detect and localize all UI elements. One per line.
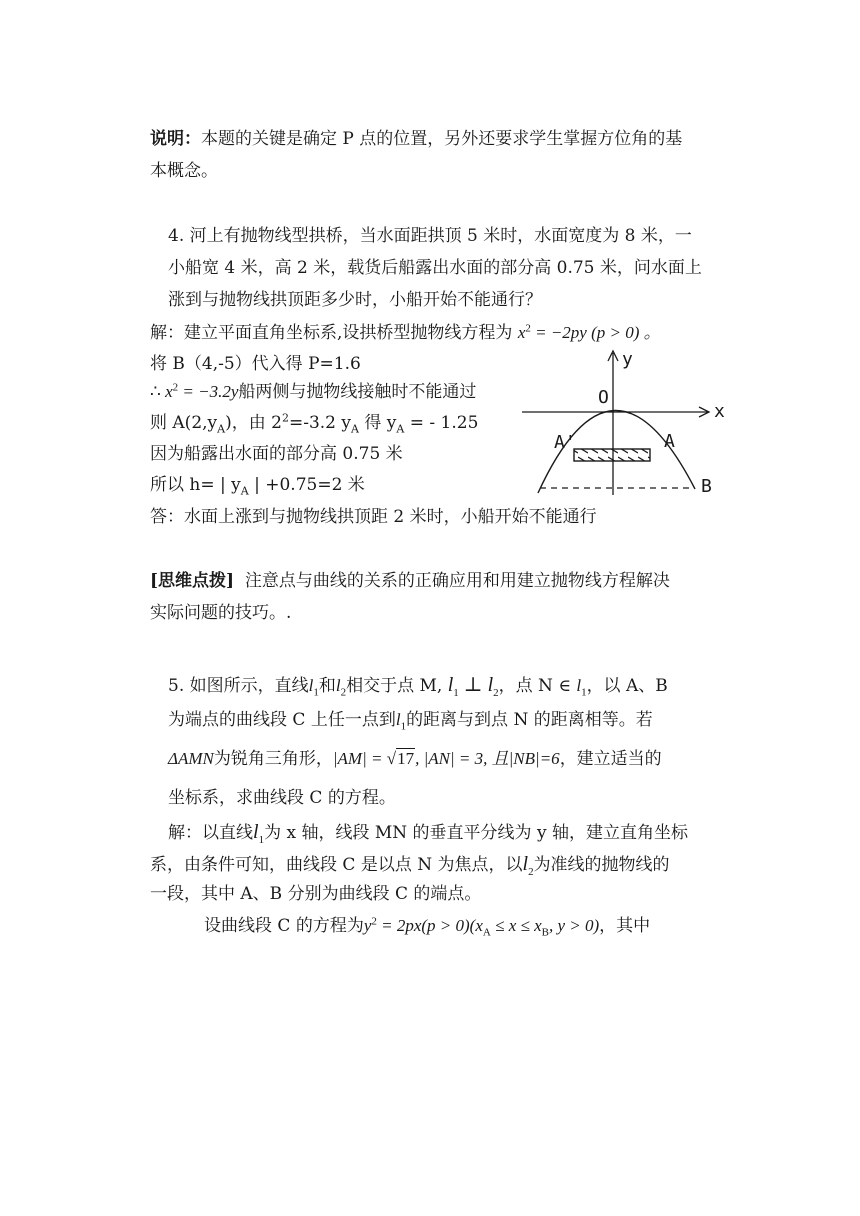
p4-solution-line-6: 所以 h= | $y_A$ | +0.75=2 米 — [150, 475, 365, 498]
p5-solution-line-2: 系，由条件可知，曲线段 C 是以点 N 为焦点，以$l_2$为准线的抛物线的 — [150, 853, 670, 878]
p4-q3: 涨到与抛物线拱顶距多少时，小船开始不能通行？ — [168, 290, 542, 310]
p4-s3: 船两侧与抛物线接触时不能通过 — [238, 382, 477, 402]
note-text: 本题的关键是确定 P 点的位置，另外还要求学生掌握方位角的基 — [201, 129, 683, 149]
p5-question-line-2: 为端点的曲线段 C 上任一点到$l_1$的距离与到点 N 的距离相等。若 — [168, 710, 653, 733]
p4-question-line-1 — [168, 225, 692, 247]
p5-q4: 坐标系，求曲线段 C 的方程。 — [168, 788, 396, 808]
p4-s2: 将 B（4,-5）代入得 P=1.6 — [150, 354, 361, 374]
p4-q1: 4. 河上有抛物线型拱桥，当水面距拱顶 5 米时，水面宽度为 8 米，一 — [168, 226, 692, 246]
tip-label: [思维点拨] — [150, 571, 235, 591]
p4-solution-line-2 — [150, 353, 361, 375]
p5-question-line-1: 5. 如图所示，直线$l_1$和$l_2$相交于点 M, $l_1$ ⊥ $l_2$，点 N ∈ $l_1$，以 A、B — [168, 674, 668, 699]
arch-bridge-figure — [518, 345, 728, 505]
p4-s5: 因为船露出水面的部分高 0.75 米 — [150, 444, 403, 464]
p5-solution-line-3 — [150, 883, 481, 905]
p4-s1-text: 解：建立平面直角坐标系,设拱桥型抛物线方程为 — [150, 323, 513, 343]
note-label: 说明： — [150, 129, 201, 149]
x-axis-label: x — [714, 401, 725, 422]
p4-solution-line-5 — [150, 443, 403, 465]
tip-text: 注意点与曲线的关系的正确应用和用建立抛物线方程解决 — [244, 571, 670, 591]
point-a-label: A — [664, 431, 675, 452]
p5-solution-line-1: 解：以直线$l_1$为 x 轴，线段 MN 的垂直平分线为 y 轴，建立直角坐标 — [168, 821, 688, 846]
note-line-1 — [150, 128, 682, 150]
p5-question-line-3: ΔAMN为锐角三角形，|AM| = √17, |AN| = 3, 且|NB|=6，建立适当的 — [168, 749, 662, 769]
y-axis-label: y — [622, 349, 633, 370]
p5-question-line-4 — [168, 787, 396, 809]
p4-question-line-3 — [168, 289, 542, 311]
point-a-prime-label: A' — [554, 432, 576, 453]
p5-s3: 一段，其中 A、B 分别为曲线段 C 的端点。 — [150, 884, 482, 904]
p4-answer-line — [150, 506, 597, 528]
point-b-label: B — [701, 476, 712, 497]
p4-question-line-2 — [168, 257, 702, 279]
tip-line-1 — [150, 570, 670, 592]
note-text-cont: 本概念。 — [150, 161, 218, 181]
boat-rectangle — [574, 449, 650, 461]
tip-line-2 — [150, 602, 291, 624]
p4-solution-line-4: 则 $A(2,y_A)$，由 $2^2=-3.2$ $y_A$ 得 $y_A$ = - 1.25 — [150, 411, 479, 436]
p4-solution-line-1 — [150, 322, 661, 344]
origin-label: O — [598, 387, 609, 408]
p5-solution-line-4: 设曲线段 C 的方程为$y^2 = 2px(p > 0)(x_A \le x \le x_B$, y > 0)，其中 — [204, 915, 651, 939]
p4-solution-line-3 — [150, 381, 476, 403]
tip-text-cont: 实际问题的技巧。. — [150, 603, 292, 623]
note-line-2 — [150, 160, 218, 182]
p4-q2: 小船宽 4 米，高 2 米，载货后船露出水面的部分高 0.75 米，问水面上 — [168, 258, 702, 278]
p4-eq-parabola-1: $x^2 = -2py$ (p > 0) 。 — [517, 322, 661, 342]
p4-answer: 答：水面上涨到与抛物线拱顶距 2 米时，小船开始不能通行 — [150, 507, 597, 527]
p4-eq-parabola-2: ∴ $x^2 = -3.2y$ — [150, 381, 239, 401]
